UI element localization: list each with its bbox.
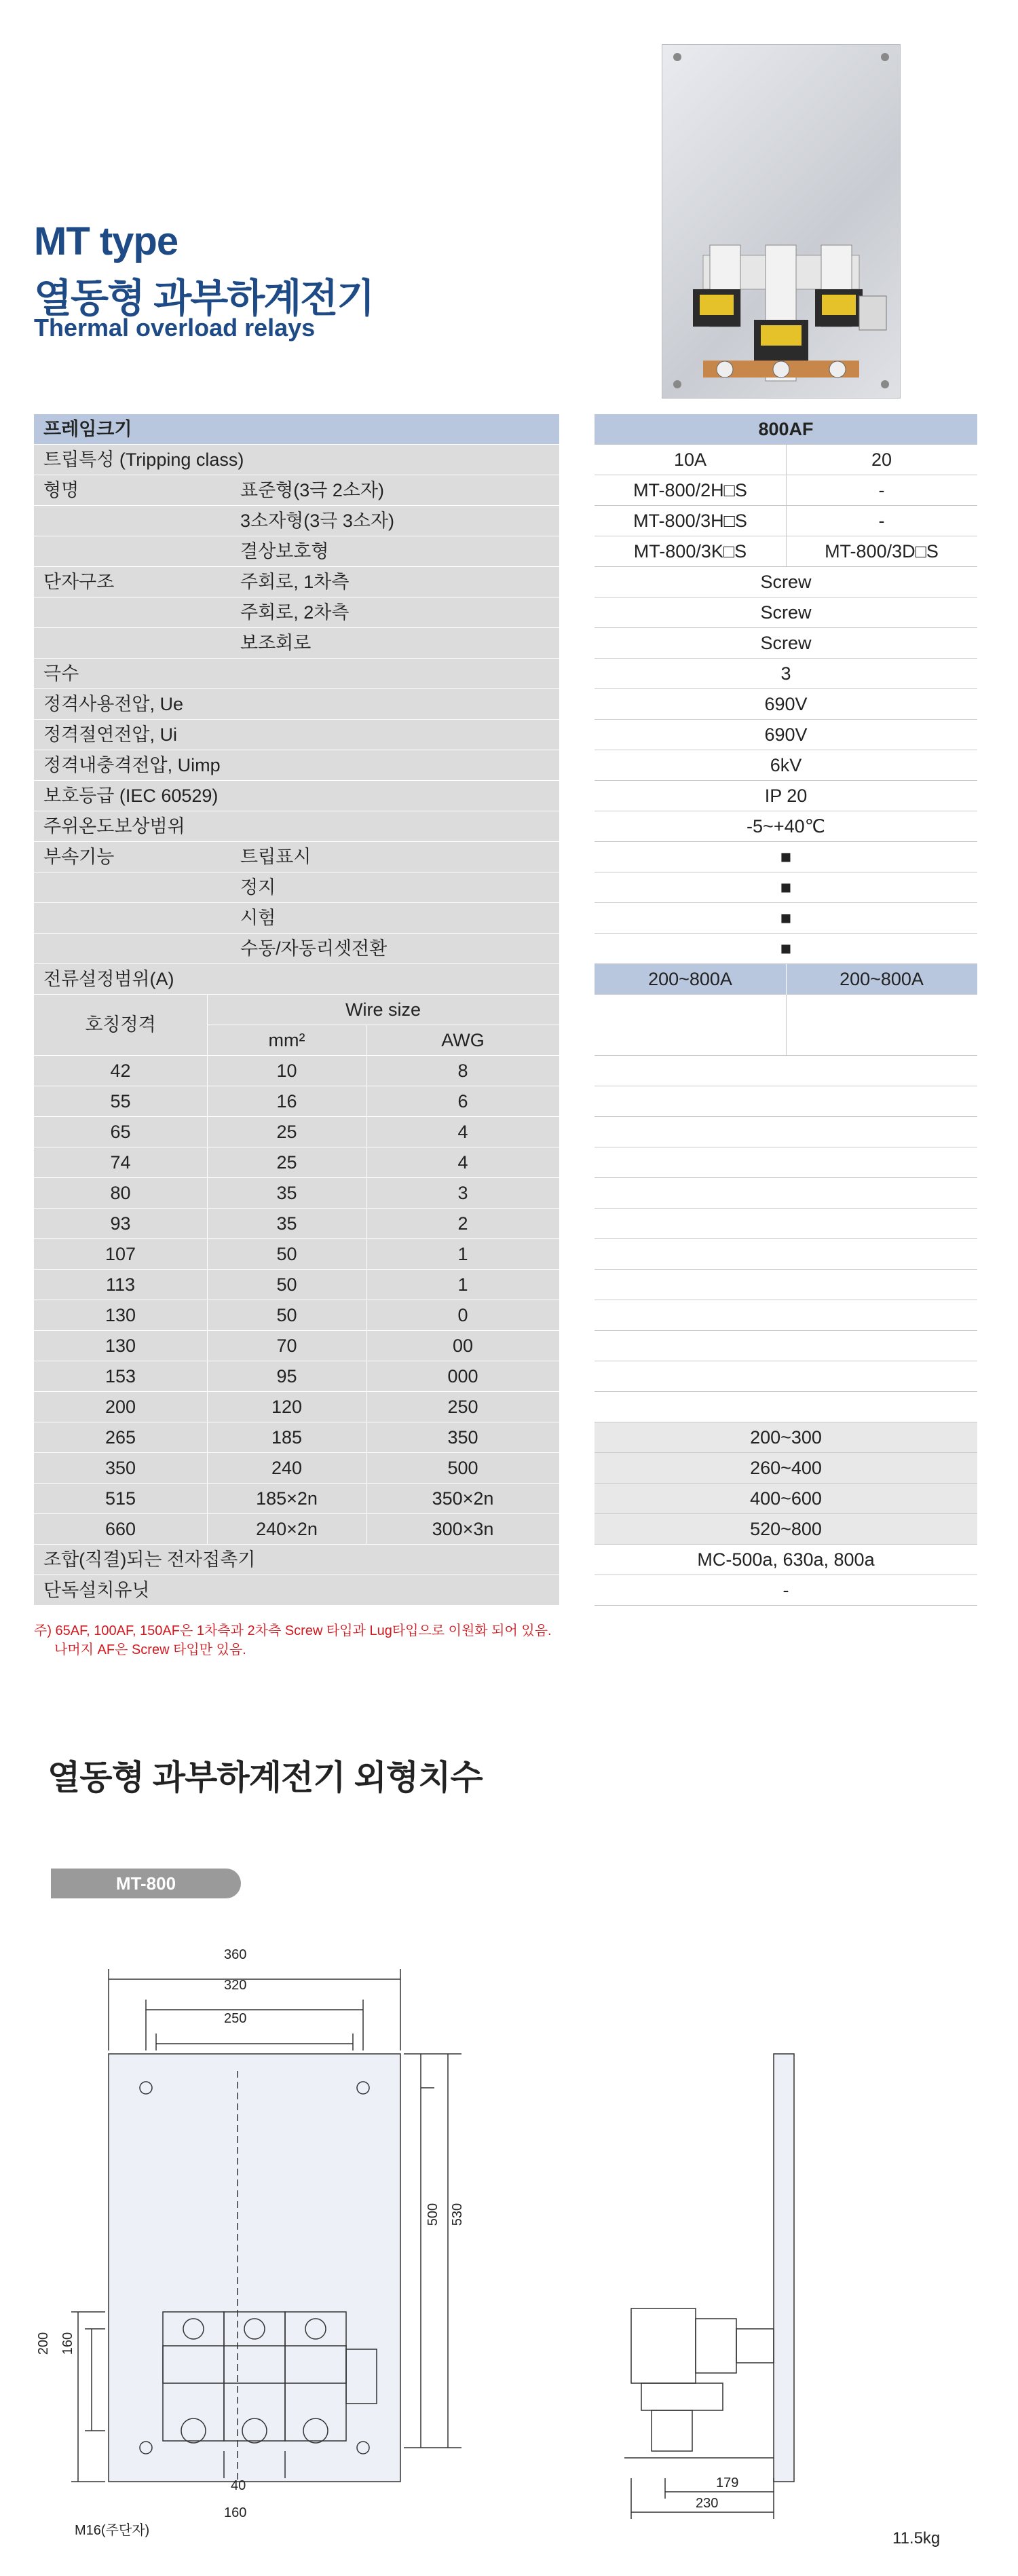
wire-rating: 200 [105, 1397, 136, 1417]
side-view-drawing [611, 2050, 828, 2519]
wire-size-label: Wire size [345, 999, 421, 1020]
spec-label: 단자구조 [43, 572, 115, 592]
wire-rating: 93 [110, 1213, 131, 1234]
spec-value-1: MT-800/3K□S [633, 541, 747, 562]
spec-sub-label: 주회로, 2차측 [240, 602, 350, 623]
wire-rating: 42 [110, 1061, 131, 1081]
spec-value: ■ [780, 877, 792, 898]
spec-row [34, 475, 977, 506]
spec-value: 3 [780, 663, 791, 684]
wire-row [34, 1086, 977, 1117]
wire-rating: 660 [105, 1519, 136, 1539]
wire-mm2: 35 [276, 1183, 297, 1203]
wire-mm2: 10 [276, 1061, 297, 1081]
dim-500: 500 [426, 2203, 441, 2226]
spec-row [34, 689, 977, 720]
subtitle: Thermal overload relays [34, 314, 316, 342]
wire-mm2: 95 [276, 1366, 297, 1386]
spec-sub-label: 트립표시 [240, 847, 312, 867]
spec-label: 부속기능 [43, 847, 115, 867]
wire-rating: 130 [105, 1336, 136, 1356]
wire-rating: 265 [105, 1427, 136, 1448]
product-photo [662, 44, 901, 399]
contactor-label: 조합(직결)되는 전자접촉기 [43, 1549, 256, 1570]
wire-awg: 3 [457, 1183, 468, 1203]
spec-value: ■ [780, 847, 792, 867]
wire-awg: 500 [447, 1458, 478, 1478]
current-range-row [34, 964, 977, 995]
wire-rating: 113 [105, 1274, 136, 1295]
spec-value: ■ [780, 908, 792, 928]
spec-row [34, 720, 977, 750]
wire-mm2: 185 [271, 1427, 303, 1448]
dim-179: 179 [716, 2476, 739, 2490]
current-range-value-1: 200~800A [648, 969, 732, 989]
note-line-2: 나머지 AF은 Screw 타입만 있음. [54, 1642, 246, 1657]
wire-awg: 4 [457, 1152, 468, 1173]
spec-label: 형명 [43, 480, 79, 500]
wire-mm2: 240 [271, 1458, 303, 1478]
spec-value-2: MT-800/3D□S [825, 541, 939, 562]
wire-mm2: 35 [276, 1213, 297, 1234]
dim-360: 360 [224, 1947, 247, 1962]
wire-row [34, 1300, 977, 1331]
spec-sub-label: 주회로, 1차측 [240, 572, 350, 592]
wire-rating: 130 [105, 1305, 136, 1325]
wire-range: 520~800 [750, 1519, 822, 1539]
spec-label: 극수 [43, 663, 79, 684]
wire-awg: 350 [447, 1427, 478, 1448]
spec-label: 정격절연전압, Ui [43, 724, 177, 745]
standalone-value: - [783, 1580, 789, 1600]
spec-sub-label: 정지 [240, 877, 276, 898]
wire-awg: 00 [452, 1336, 474, 1356]
wire-row [34, 1331, 977, 1361]
wire-row [34, 1209, 977, 1239]
weight-label: 11.5kg [892, 2529, 941, 2547]
wire-row [34, 1484, 977, 1514]
spec-value: -5~+40℃ [747, 816, 825, 836]
spec-row [34, 536, 977, 567]
wire-awg: 000 [447, 1366, 478, 1386]
wire-row [34, 1514, 977, 1545]
standalone-label: 단독설치유닛 [43, 1580, 150, 1600]
wire-awg: 0 [457, 1305, 468, 1325]
frame-size-label: 프레임크기 [43, 419, 132, 439]
wire-mm2: 240×2n [256, 1519, 318, 1539]
wire-row [34, 1117, 977, 1147]
wire-rating: 74 [110, 1152, 131, 1173]
wire-awg: 250 [447, 1397, 478, 1417]
spec-row [34, 811, 977, 842]
dim-160-horizontal: 160 [224, 2505, 247, 2520]
spec-value-2: - [878, 511, 885, 531]
spec-row [34, 628, 977, 659]
wire-row [34, 1239, 977, 1270]
contactor-value: MC-500a, 630a, 800a [697, 1549, 875, 1570]
spec-label: 주위온도보상범위 [43, 816, 185, 836]
spec-value: Screw [760, 633, 812, 653]
wire-mm2: 25 [276, 1152, 297, 1173]
frame-size-value: 800AF [758, 419, 814, 439]
spec-row [34, 934, 977, 964]
spec-value: IP 20 [764, 786, 808, 806]
spec-row [34, 750, 977, 781]
title-korean: 열동형 과부하계전기 [34, 276, 374, 320]
wire-mm2: 70 [276, 1336, 297, 1356]
spec-label: 트립특성 (Tripping class) [43, 449, 244, 470]
wire-mm2: 16 [276, 1091, 297, 1111]
dim-230: 230 [696, 2496, 719, 2511]
wire-rating: 65 [110, 1122, 131, 1142]
rated-label: 호칭정격 [85, 1014, 156, 1035]
contactor-row [34, 1545, 977, 1575]
note-line-1: 주) 65AF, 100AF, 150AF은 1차측과 2차측 Screw 타입과 Lug타입으로 이원화 되어 있음. [34, 1623, 552, 1638]
spec-sub-label: 보조회로 [240, 633, 312, 653]
wire-rating: 515 [105, 1488, 136, 1509]
spec-label: 정격내충격전압, Uimp [43, 755, 221, 775]
wire-awg: 1 [457, 1274, 468, 1295]
wire-range: 260~400 [750, 1458, 822, 1478]
spec-sub-label: 수동/자동리셋전환 [240, 938, 388, 959]
spec-value: 690V [764, 724, 808, 745]
wire-row [34, 1422, 977, 1453]
spec-row [34, 781, 977, 811]
spec-row [34, 597, 977, 628]
spec-sub-label: 3소자형(3극 3소자) [240, 511, 395, 531]
wire-awg: 350×2n [432, 1488, 494, 1509]
spec-label: 정격사용전압, Ue [43, 694, 184, 714]
wire-mm2: 120 [271, 1397, 303, 1417]
dim-160-vertical: 160 [60, 2332, 76, 2355]
spec-label: 보호등급 (IEC 60529) [43, 786, 219, 806]
spec-value-2: 20 [871, 449, 892, 470]
current-range-value-2: 200~800A [840, 969, 924, 989]
spec-value-1: 10A [673, 449, 707, 470]
spec-row [34, 567, 977, 597]
spec-row [34, 842, 977, 872]
wire-awg: 1 [457, 1244, 468, 1264]
dim-530: 530 [450, 2203, 466, 2226]
spec-sub-label: 시험 [240, 908, 276, 928]
spec-row [34, 659, 977, 689]
spec-value: Screw [760, 572, 812, 592]
spec-value: ■ [780, 938, 792, 959]
spec-row [34, 872, 977, 903]
wire-row [34, 1056, 977, 1086]
spec-value: Screw [760, 602, 812, 623]
dim-40: 40 [231, 2478, 246, 2493]
spec-value-2: - [878, 480, 885, 500]
spec-value-1: MT-800/2H□S [633, 480, 747, 500]
wire-awg: 6 [457, 1091, 468, 1111]
wire-row [34, 1453, 977, 1484]
spec-sub-label: 표준형(3극 2소자) [240, 480, 385, 500]
wire-rating: 80 [110, 1183, 131, 1203]
standalone-row [34, 1575, 977, 1606]
wire-row [34, 1392, 977, 1422]
dimension-section-title: 열동형 과부하계전기 외형치수 [48, 1759, 483, 1797]
wire-range: 200~300 [750, 1427, 822, 1448]
dim-200: 200 [36, 2332, 52, 2355]
title-english: MT type [34, 219, 178, 263]
awg-label: AWG [441, 1030, 485, 1050]
wire-row [34, 1147, 977, 1178]
spec-row [34, 445, 977, 475]
wire-rating: 107 [105, 1244, 136, 1264]
m16-label: M16(주단자) [75, 2523, 150, 2538]
spec-value-1: MT-800/3H□S [633, 511, 747, 531]
spec-value: 690V [764, 694, 808, 714]
wire-mm2: 185×2n [256, 1488, 318, 1509]
wire-row [34, 1270, 977, 1300]
wire-awg: 300×3n [432, 1519, 494, 1539]
wire-rating: 55 [110, 1091, 131, 1111]
model-tag: MT-800 [51, 1869, 241, 1898]
current-range-label: 전류설정범위(A) [43, 969, 174, 989]
wire-range: 400~600 [750, 1488, 822, 1509]
wire-mm2: 50 [276, 1305, 297, 1325]
wire-awg: 8 [457, 1061, 468, 1081]
spec-sub-label: 결상보호형 [240, 541, 329, 562]
wire-row [34, 1178, 977, 1209]
spec-row [34, 506, 977, 536]
wire-mm2: 25 [276, 1122, 297, 1142]
spec-row [34, 903, 977, 934]
table-header-row [34, 414, 977, 445]
wire-mm2: 50 [276, 1274, 297, 1295]
wire-rating: 350 [105, 1458, 136, 1478]
wire-row [34, 1361, 977, 1392]
dim-250: 250 [224, 2011, 247, 2026]
spec-value: 6kV [770, 755, 802, 775]
wire-rating: 153 [105, 1366, 136, 1386]
mm2-label: mm² [268, 1030, 305, 1050]
wire-awg: 4 [457, 1122, 468, 1142]
wire-header [34, 995, 977, 1056]
wire-awg: 2 [457, 1213, 468, 1234]
dim-320: 320 [224, 1978, 247, 1993]
wire-mm2: 50 [276, 1244, 297, 1264]
